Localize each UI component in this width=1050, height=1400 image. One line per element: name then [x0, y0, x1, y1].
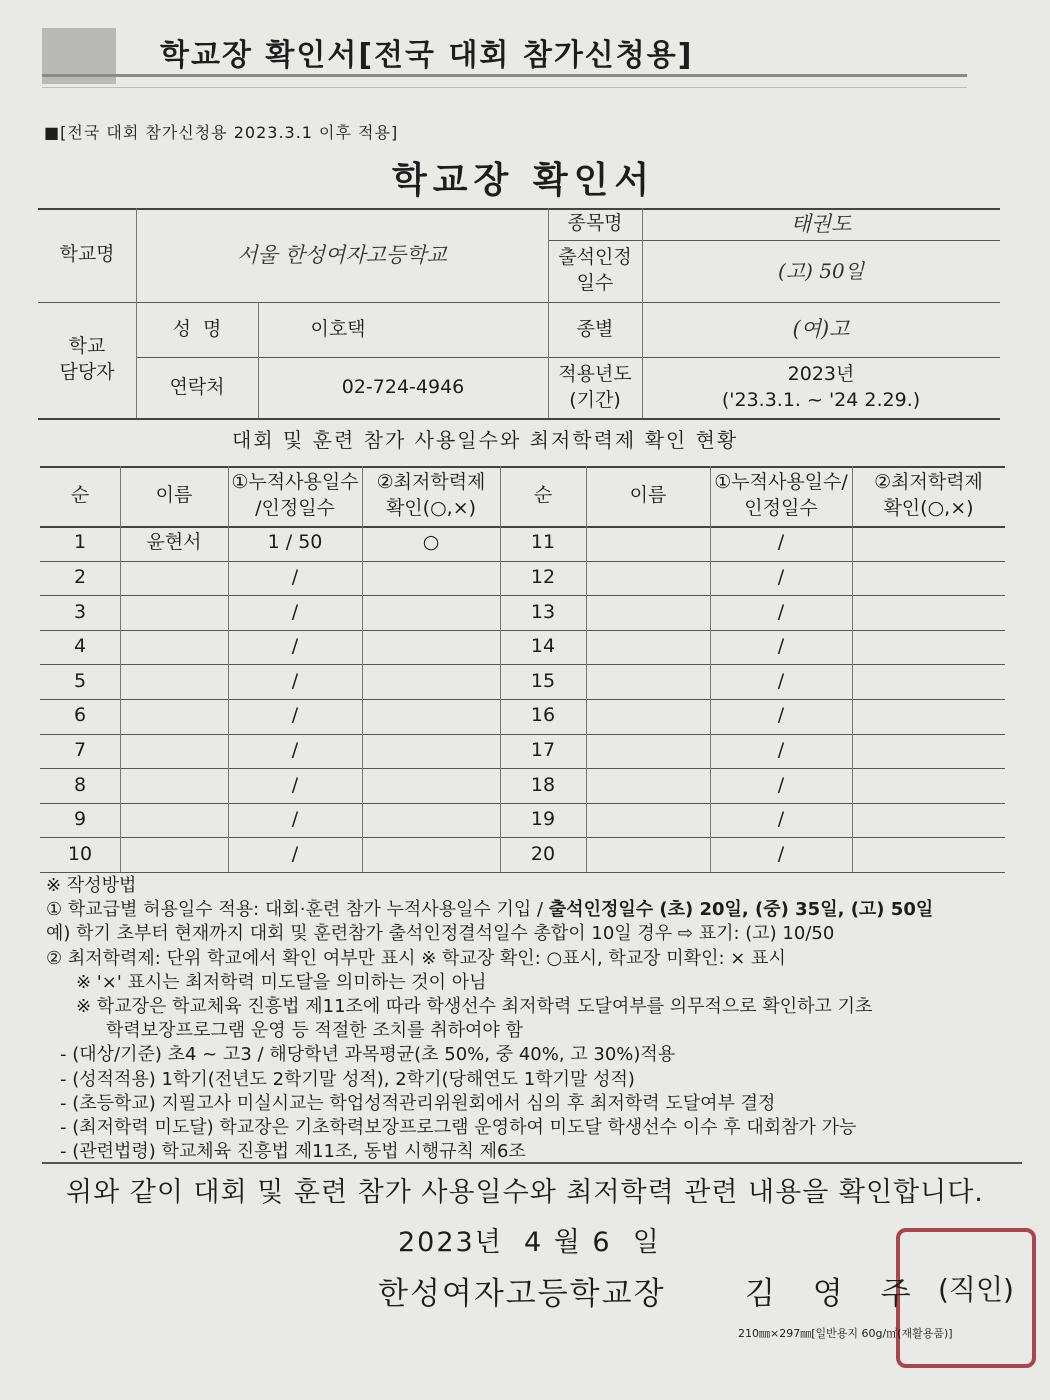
table-cell-no: 3: [73, 600, 87, 623]
table-cell-check2: [852, 630, 1005, 665]
note-line-1: ① 학교급별 허용일수 적용: 대회·훈련 참가 누적사용일수 기입 / 출석인정일수 (초) 20일, (중) 35일, (고) 50일: [46, 899, 934, 921]
table-cell-check2: [852, 768, 1005, 803]
table-cell-days: /: [291, 739, 299, 762]
contact-value: 02-724-4946: [341, 375, 465, 398]
table-cell-no: 9: [73, 808, 87, 831]
table-cell-days: /: [291, 808, 299, 831]
school-label: 학교명: [59, 243, 115, 266]
table-cell-check: [362, 803, 500, 838]
table-cell-check2: [852, 664, 1005, 699]
table-cell-days: /: [291, 773, 299, 796]
table-cell-name2: [586, 561, 710, 596]
table-cell-name: [120, 803, 228, 838]
table-cell-days: 1 / 50: [267, 531, 323, 554]
name-label: 성 명: [172, 317, 222, 340]
table-cell-name2: [586, 526, 710, 561]
attend-value: (고) 50일: [777, 258, 865, 283]
table-rule: [40, 872, 1005, 873]
table-cell-days: /: [291, 669, 299, 692]
header-no: 순: [70, 484, 90, 507]
table-cell-check: ○: [422, 531, 440, 554]
header-days-2: ①누적사용일수/ 인정일수: [714, 471, 848, 519]
header-no-2: 순: [533, 484, 553, 507]
table-cell-days2: /: [777, 808, 785, 831]
table-cell-check: [362, 595, 500, 630]
table-cell-days: /: [291, 635, 299, 658]
table-cell-name2: [586, 837, 710, 872]
note-line-10: - (최저학력 미도달) 학교장은 기초학력보장프로그램 운영하여 미도달 학생선수 이수 후 대회참가 가능: [60, 1117, 857, 1139]
table-cell-days: /: [291, 842, 299, 865]
table-cell-name2: [586, 803, 710, 838]
table-cell-days2: /: [777, 773, 785, 796]
table-cell-name: [120, 734, 228, 769]
signature-school: 한성여자고등학교장: [378, 1276, 666, 1312]
table-cell-check: [362, 734, 500, 769]
table-cell-check: [362, 561, 500, 596]
year-value: 2023년 ('23.3.1. ~ '24 2.29.): [721, 362, 921, 411]
table-cell-name: [120, 837, 228, 872]
header-days: ①누적사용일수 /인정일수: [231, 471, 359, 519]
note-line-4: ※ '×' 표시는 최저학력 미도달을 의미하는 것이 아님: [76, 971, 487, 993]
table-cell-check2: [852, 803, 1005, 838]
header-check-2: ②최저학력제 확인(○,×): [874, 471, 983, 519]
header-name-2: 이름: [629, 484, 667, 507]
table-cell-no: 8: [73, 773, 87, 796]
table-cell-check2: [852, 561, 1005, 596]
table-cell-name: [120, 595, 228, 630]
manager-label: 학교 담당자: [59, 335, 115, 383]
table-cell-days: /: [291, 566, 299, 589]
table-cell-days2: /: [777, 566, 785, 589]
paper-spec: 210㎜×297㎜[일반용지 60g/㎡(재활용품)]: [738, 1327, 953, 1340]
table-cell-check: [362, 837, 500, 872]
signature-seal-label: (직인): [938, 1273, 1014, 1306]
section-title: 대회 및 훈련 참가 사용일수와 최저학력제 확인 현황: [232, 428, 739, 452]
table-cell-name2: [586, 734, 710, 769]
table-cell-days: /: [291, 704, 299, 727]
table-cell-days: /: [291, 600, 299, 623]
bottom-rule: [42, 1162, 1022, 1164]
note-line-5: ※ 학교장은 학교체육 진흥법 제11조에 따라 학생선수 최저학력 도달여부를 의무적으로 확인하고 기초: [76, 996, 873, 1018]
gender-label: 종별: [576, 317, 614, 340]
table-cell-days2: /: [777, 531, 785, 554]
signature-name: 김 영 주: [745, 1276, 925, 1312]
header-rule-thin: [42, 87, 967, 88]
table-cell-no: 4: [73, 635, 87, 658]
table-cell-no2: 13: [530, 600, 556, 623]
table-cell-name: [120, 561, 228, 596]
contact-label: 연락처: [169, 375, 225, 398]
table-cell-days2: /: [777, 600, 785, 623]
table-cell-no2: 15: [530, 669, 556, 692]
notes-heading: ※ 작성방법: [46, 875, 137, 896]
note-line-11: - (관련법령) 학교체육 진흥법 제11조, 동법 시행규칙 제6조: [60, 1141, 526, 1163]
table-cell-no2: 12: [530, 566, 556, 589]
table-cell-name2: [586, 630, 710, 665]
table-cell-name: [120, 768, 228, 803]
confirm-statement: 위와 같이 대회 및 훈련 참가 사용일수와 최저학력 관련 내용을 확인합니다.: [66, 1177, 984, 1208]
table-cell-check2: [852, 734, 1005, 769]
table-cell-no2: 19: [530, 808, 556, 831]
table-cell-no: 6: [73, 704, 87, 727]
note-line-2: 예) 학기 초부터 현재까지 대회 및 훈련참가 출석인정결석일수 총합이 10일 경우 ⇨ 표기: (고) 10/50: [46, 923, 835, 945]
note-line-8: - (성적적용) 1학기(전년도 2학기말 성적), 2학기(당해연도 1학기말 성적): [60, 1068, 635, 1090]
note-line-6: 학력보장프로그램 운영 등 적절한 조치를 취하여야 함: [106, 1020, 523, 1042]
table-cell-days2: /: [777, 739, 785, 762]
table-cell-days2: /: [777, 704, 785, 727]
table-cell-no: 1: [73, 531, 87, 554]
table-cell-name: [120, 664, 228, 699]
header-name: 이름: [155, 484, 193, 507]
table-cell-check2: [852, 837, 1005, 872]
note-line-9: - (초등학교) 지필고사 미실시교는 학업성적관리위원회에서 심의 후 최저학력 도달여부 결정: [60, 1092, 776, 1114]
note-line-3: ② 최저학력제: 단위 학교에서 확인 여부만 표시 ※ 학교장 확인: ○표시, 학교장 미확인: × 표시: [46, 947, 786, 969]
table-cell-check: [362, 699, 500, 734]
table-cell-check: [362, 768, 500, 803]
issue-date: 2023년 4 월 6 일: [398, 1227, 661, 1258]
header-check: ②최저학력제 확인(○,×): [376, 471, 486, 519]
table-cell-name2: [586, 595, 710, 630]
table-cell-name2: [586, 664, 710, 699]
table-cell-no: 2: [73, 566, 87, 589]
table-cell-name2: [586, 699, 710, 734]
table-cell-days2: /: [777, 669, 785, 692]
document-title: 학교장 확인서: [392, 160, 656, 201]
school-value: 서울 한성여자고등학교: [237, 242, 447, 267]
event-label: 종목명: [567, 212, 623, 235]
table-cell-check2: [852, 699, 1005, 734]
header-title: 학교장 확인서[전국 대회 참가신청용]: [160, 38, 694, 73]
table-cell-check2: [852, 595, 1005, 630]
table-cell-no2: 14: [530, 635, 556, 658]
table-cell-days2: /: [777, 842, 785, 865]
table-cell-no2: 11: [530, 531, 556, 554]
table-cell-name2: [586, 768, 710, 803]
table-cell-check2: [852, 526, 1005, 561]
table-cell-no2: 16: [530, 704, 556, 727]
instructions: [46, 874, 1026, 1164]
year-label: 적용년도 (기간): [558, 362, 632, 411]
table-cell-no2: 18: [530, 773, 556, 796]
attend-label: 출석인정 일수: [558, 246, 632, 294]
table-cell-check: [362, 664, 500, 699]
table-cell-no: 5: [73, 669, 87, 692]
table-cell-name: 윤현서: [146, 531, 202, 554]
form-subnote: ■[전국 대회 참가신청용 2023.3.1 이후 적용]: [44, 123, 399, 142]
table-cell-days2: /: [777, 635, 785, 658]
note-line-7: - (대상/기준) 초4 ~ 고3 / 해당학년 과목평균(초 50%, 중 40%, 고 30%)적용: [60, 1044, 676, 1066]
table-cell-name: [120, 630, 228, 665]
name-value: 이호택: [310, 317, 366, 340]
table-cell-no: 7: [73, 739, 87, 762]
table-cell-name: [120, 699, 228, 734]
header-rule: [42, 74, 967, 77]
table-cell-no2: 17: [530, 739, 556, 762]
gender-value: (여)고: [792, 317, 850, 342]
table-cell-no: 10: [67, 842, 93, 865]
event-value: 태권도: [790, 211, 852, 236]
table-cell-no2: 20: [530, 842, 556, 865]
table-cell-check: [362, 630, 500, 665]
